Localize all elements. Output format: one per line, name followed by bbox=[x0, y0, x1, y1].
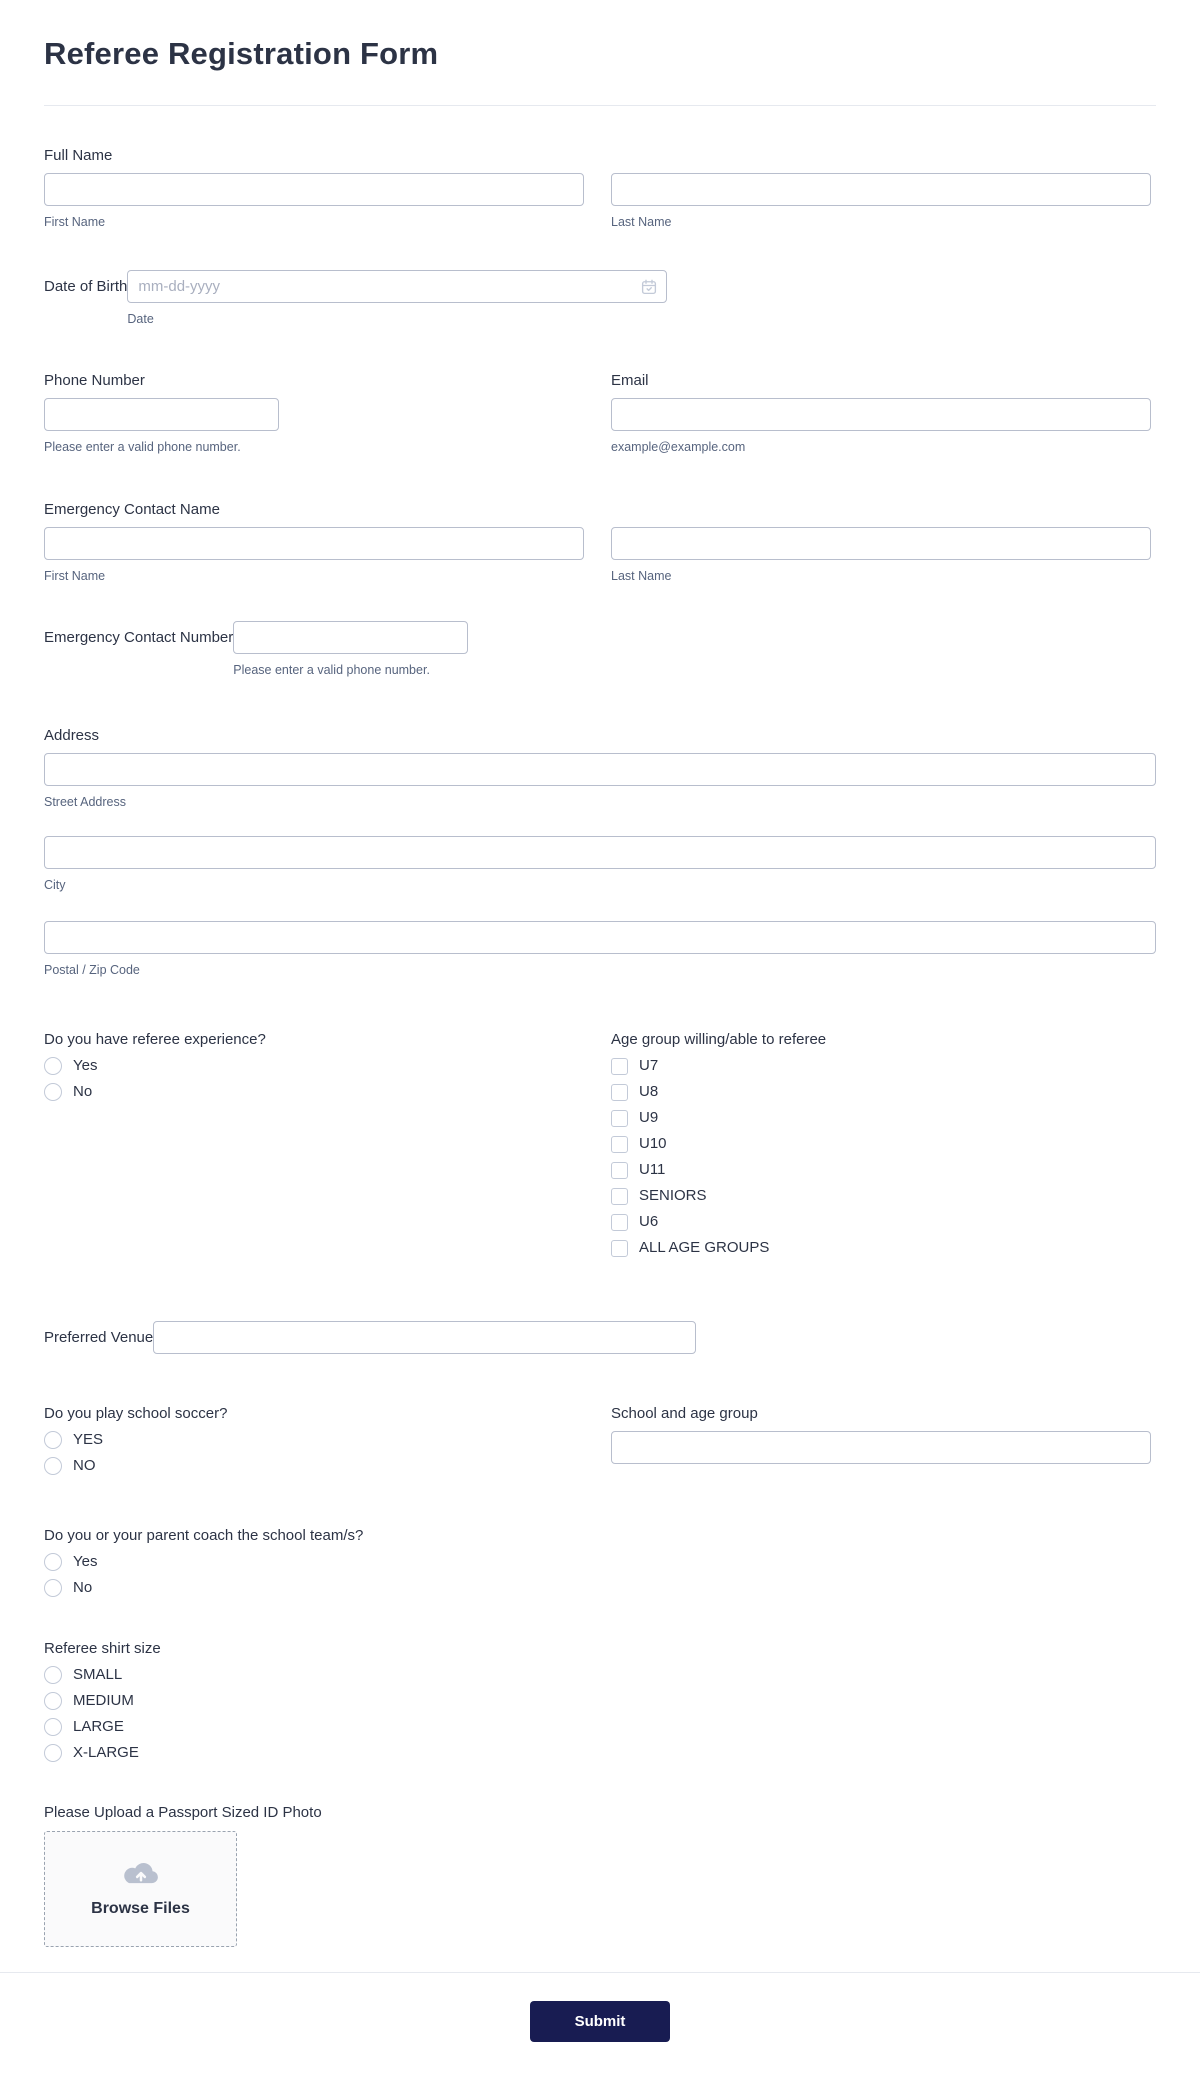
calendar-icon[interactable] bbox=[640, 278, 658, 296]
age-group-u10-checkbox[interactable] bbox=[611, 1136, 628, 1153]
age-group-all-checkbox[interactable] bbox=[611, 1240, 628, 1257]
shirt-small-option[interactable]: SMALL bbox=[44, 1666, 1156, 1684]
coach-field bbox=[44, 1526, 1156, 1597]
photo-upload-label: Please Upload a Passport Sized ID Photo bbox=[44, 1804, 322, 1821]
first-name-sublabel: First Name bbox=[44, 215, 106, 229]
phone-sublabel: Please enter a valid phone number. bbox=[44, 440, 241, 454]
postal-code-sublabel: Postal / Zip Code bbox=[44, 963, 140, 977]
email-sublabel: example@example.com bbox=[611, 440, 746, 454]
browse-files-button[interactable]: Browse Files bbox=[91, 1900, 190, 1917]
preferred-venue-label: Preferred Venue bbox=[44, 1329, 154, 1346]
coach-label: Do you or your parent coach the school team/s? bbox=[44, 1527, 364, 1544]
school-soccer-row bbox=[44, 1404, 1156, 1483]
age-group-u9-option[interactable]: U9 bbox=[611, 1109, 1151, 1127]
school-soccer-field bbox=[44, 1404, 584, 1483]
preferred-venue-input[interactable] bbox=[153, 1321, 696, 1354]
shirt-size-label: Referee shirt size bbox=[44, 1640, 161, 1657]
city-sublabel: City bbox=[44, 878, 66, 892]
email-input[interactable] bbox=[611, 398, 1151, 431]
submit-button[interactable]: Submit bbox=[530, 2001, 670, 2042]
coach-no-radio[interactable] bbox=[44, 1579, 62, 1597]
shirt-size-field bbox=[44, 1639, 1156, 1762]
email-label: Email bbox=[611, 372, 649, 389]
emergency-contact-number-label: Emergency Contact Number bbox=[44, 629, 234, 646]
emergency-last-name-input[interactable] bbox=[611, 527, 1151, 560]
age-group-u11-option[interactable]: U11 bbox=[611, 1161, 1151, 1179]
age-group-seniors-option[interactable]: SENIORS bbox=[611, 1187, 1151, 1205]
age-group-u7-option[interactable]: U7 bbox=[611, 1057, 1151, 1075]
emergency-contact-name-label: Emergency Contact Name bbox=[44, 501, 220, 518]
date-sublabel: Date bbox=[127, 312, 154, 326]
coach-yes-radio[interactable] bbox=[44, 1553, 62, 1571]
age-group-label: Age group willing/able to referee bbox=[611, 1031, 827, 1048]
last-name-sublabel: Last Name bbox=[611, 215, 672, 229]
school-soccer-label: Do you play school soccer? bbox=[44, 1405, 228, 1422]
school-soccer-yes-option[interactable]: YES bbox=[44, 1431, 584, 1449]
school-age-group-field bbox=[611, 1404, 1151, 1483]
age-group-seniors-checkbox[interactable] bbox=[611, 1188, 628, 1205]
shirt-xlarge-radio[interactable] bbox=[44, 1744, 62, 1762]
school-age-group-label: School and age group bbox=[611, 1405, 758, 1422]
coach-no-option[interactable]: No bbox=[44, 1579, 1156, 1597]
age-group-all-option[interactable]: ALL AGE GROUPS bbox=[611, 1239, 1151, 1257]
phone-field bbox=[44, 371, 584, 455]
street-address-sublabel: Street Address bbox=[44, 795, 126, 809]
age-group-field bbox=[611, 1030, 1151, 1265]
phone-email-row bbox=[44, 371, 1156, 455]
referee-experience-field bbox=[44, 1030, 584, 1265]
school-soccer-yes-radio[interactable] bbox=[44, 1431, 62, 1449]
full-name-label: Full Name bbox=[44, 147, 113, 164]
emergency-last-name-sublabel: Last Name bbox=[611, 569, 672, 583]
age-group-u7-checkbox[interactable] bbox=[611, 1058, 628, 1075]
experience-no-radio[interactable] bbox=[44, 1083, 62, 1101]
form-header bbox=[0, 0, 1200, 106]
date-of-birth-input[interactable] bbox=[127, 270, 667, 303]
emergency-contact-number-sublabel: Please enter a valid phone number. bbox=[233, 663, 430, 677]
email-field bbox=[611, 371, 1151, 455]
experience-yes-radio[interactable] bbox=[44, 1057, 62, 1075]
experience-agegroup-row bbox=[44, 1030, 1156, 1265]
shirt-small-radio[interactable] bbox=[44, 1666, 62, 1684]
school-soccer-no-radio[interactable] bbox=[44, 1457, 62, 1475]
shirt-xlarge-option[interactable]: X-LARGE bbox=[44, 1744, 1156, 1762]
referee-experience-label: Do you have referee experience? bbox=[44, 1031, 266, 1048]
experience-yes-option[interactable]: Yes bbox=[44, 1057, 584, 1075]
age-group-u8-checkbox[interactable] bbox=[611, 1084, 628, 1101]
emergency-first-name-input[interactable] bbox=[44, 527, 584, 560]
experience-no-option[interactable]: No bbox=[44, 1083, 584, 1101]
full-name-field bbox=[44, 146, 1156, 230]
age-group-u6-checkbox[interactable] bbox=[611, 1214, 628, 1231]
age-group-u6-option[interactable]: U6 bbox=[611, 1213, 1151, 1231]
date-of-birth-field bbox=[44, 270, 1156, 327]
shirt-large-radio[interactable] bbox=[44, 1718, 62, 1736]
photo-upload-field bbox=[44, 1803, 1156, 1947]
emergency-contact-number-input[interactable] bbox=[233, 621, 468, 654]
phone-input[interactable] bbox=[44, 398, 279, 431]
street-address-input[interactable] bbox=[44, 753, 1156, 786]
shirt-medium-radio[interactable] bbox=[44, 1692, 62, 1710]
date-of-birth-label: Date of Birth bbox=[44, 278, 128, 295]
phone-label: Phone Number bbox=[44, 372, 145, 389]
page-title: Referee Registration Form bbox=[44, 36, 439, 71]
city-input[interactable] bbox=[44, 836, 1156, 869]
address-label: Address bbox=[44, 727, 100, 744]
cloud-upload-icon bbox=[121, 1860, 161, 1888]
shirt-large-option[interactable]: LARGE bbox=[44, 1718, 1156, 1736]
preferred-venue-field bbox=[44, 1321, 1156, 1354]
form-body bbox=[0, 106, 1200, 1947]
emergency-contact-number-field bbox=[44, 621, 1156, 678]
shirt-medium-option[interactable]: MEDIUM bbox=[44, 1692, 1156, 1710]
first-name-input[interactable] bbox=[44, 173, 584, 206]
age-group-u8-option[interactable]: U8 bbox=[611, 1083, 1151, 1101]
age-group-u9-checkbox[interactable] bbox=[611, 1110, 628, 1127]
file-upload-dropzone[interactable] bbox=[44, 1831, 237, 1947]
school-soccer-no-option[interactable]: NO bbox=[44, 1457, 584, 1475]
last-name-input[interactable] bbox=[611, 173, 1151, 206]
emergency-first-name-sublabel: First Name bbox=[44, 569, 106, 583]
coach-yes-option[interactable]: Yes bbox=[44, 1553, 1156, 1571]
postal-code-input[interactable] bbox=[44, 921, 1156, 954]
age-group-u11-checkbox[interactable] bbox=[611, 1162, 628, 1179]
address-field bbox=[44, 726, 1156, 978]
emergency-contact-name-field bbox=[44, 500, 1156, 584]
age-group-u10-option[interactable]: U10 bbox=[611, 1135, 1151, 1153]
form-footer bbox=[0, 1972, 1200, 2073]
school-age-group-input[interactable] bbox=[611, 1431, 1151, 1464]
